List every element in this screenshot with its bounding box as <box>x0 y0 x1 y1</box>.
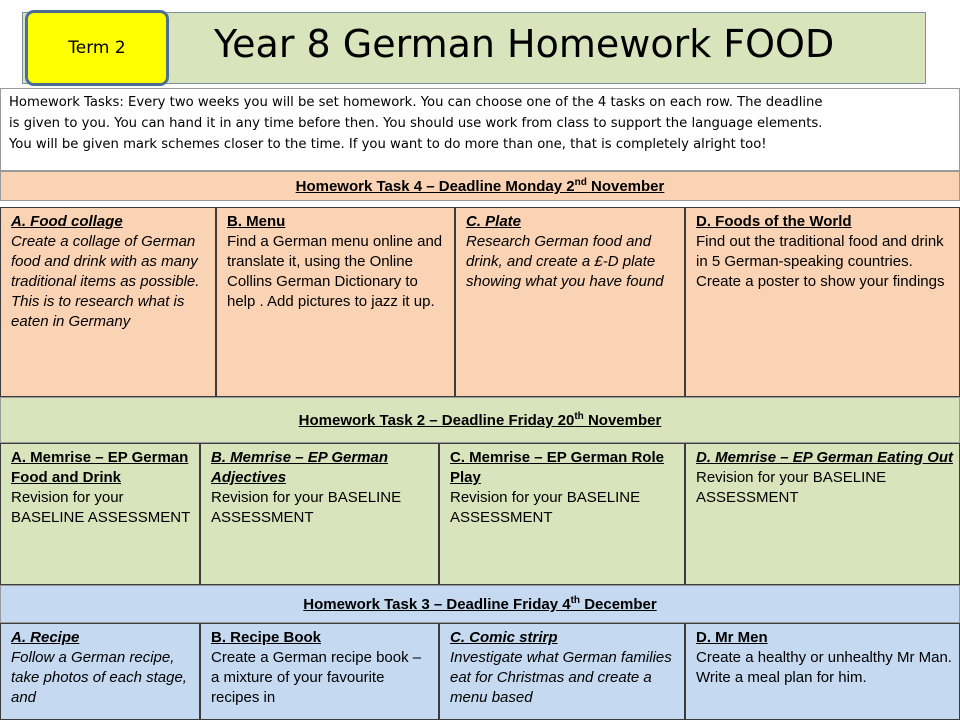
task-title: D. Mr Men <box>696 629 768 646</box>
intro-line: is given to you. You can hand it in any time before then. You should use work from class to support the language elements. <box>9 116 823 131</box>
task-title: A. Food collage <box>11 213 123 230</box>
task-row-2 <box>0 443 960 585</box>
task-row-3 <box>0 623 960 720</box>
task-body: Revision for your BASELINE ASSESSMENT <box>696 469 887 506</box>
section-heading-text: Homework Task 3 – Deadline Friday 4th December <box>303 595 657 613</box>
task-title: C. Memrise – EP German Role Play <box>450 449 664 486</box>
section-heading-task-4 <box>0 171 960 201</box>
task-cell-c <box>455 207 685 397</box>
task-cell-a <box>0 207 216 397</box>
task-body: Revision for your BASELINE ASSESSMENT <box>450 489 641 526</box>
section-heading-task-3 <box>0 585 960 623</box>
task-title: D. Foods of the World <box>696 213 852 230</box>
task-title: C. Plate <box>466 213 522 230</box>
task-body: Create a healthy or unhealthy Mr Man. Write a meal plan for him. <box>696 649 952 686</box>
task-title: C. Comic strirp <box>450 629 558 646</box>
task-body: Revision for your BASELINE ASSESSMENT <box>11 489 191 526</box>
task-body: Follow a German recipe, take photos of each stage, and <box>11 649 187 706</box>
task-cell-a <box>0 443 200 585</box>
task-cell-d <box>685 623 960 720</box>
task-title: B. Memrise – EP German Adjectives <box>211 449 389 486</box>
task-title: A. Memrise – EP German Food and Drink <box>11 449 189 486</box>
task-cell-c <box>439 443 685 585</box>
task-title: B. Recipe Book <box>211 629 322 646</box>
intro-text <box>0 88 960 171</box>
task-body: Create a collage of German food and drink with as many traditional items as possible. This is to research what is eaten in Germany <box>11 233 200 330</box>
task-cell-b <box>216 207 455 397</box>
task-row-4 <box>0 207 960 397</box>
task-cell-d <box>685 207 960 397</box>
task-body: Find a German menu online and translate it, using the Online Collins German Dictionary to help . Add pictures to jazz it up. <box>227 233 443 310</box>
section-heading-text: Homework Task 2 – Deadline Friday 20th November <box>298 411 662 429</box>
task-cell-c <box>439 623 685 720</box>
task-cell-a <box>0 623 200 720</box>
task-cell-d <box>685 443 960 585</box>
task-body: Find out the traditional food and drink in 5 German-speaking countries. Create a poster to show your findings <box>696 233 945 290</box>
task-body: Create a German recipe book – a mixture of your favourite recipes in <box>211 649 422 706</box>
task-cell-b <box>200 443 439 585</box>
task-title: D. Memrise – EP German Eating Out <box>696 449 954 466</box>
task-cell-b <box>200 623 439 720</box>
section-heading-text: Homework Task 4 – Deadline Monday 2nd November <box>295 177 665 195</box>
section-heading-task-2 <box>0 397 960 443</box>
page-title: Year 8 German Homework FOOD <box>214 22 835 66</box>
intro-line: You will be given mark schemes closer to the time. If you want to do more than one, that is completely alright too! <box>9 137 767 152</box>
task-title: B. Menu <box>227 213 286 230</box>
intro-line: Homework Tasks: Every two weeks you will be set homework. You can choose one of the 4 tasks on each row. The deadline <box>9 95 823 110</box>
task-body: Revision for your BASELINE ASSESSMENT <box>211 489 402 526</box>
term-badge: Term 2 <box>25 10 169 86</box>
task-title: A. Recipe <box>11 629 80 646</box>
task-body: Research German food and drink, and create a £-D plate showing what you have found <box>466 233 664 290</box>
task-body: Investigate what German families eat for Christmas and create a menu based <box>450 649 672 706</box>
